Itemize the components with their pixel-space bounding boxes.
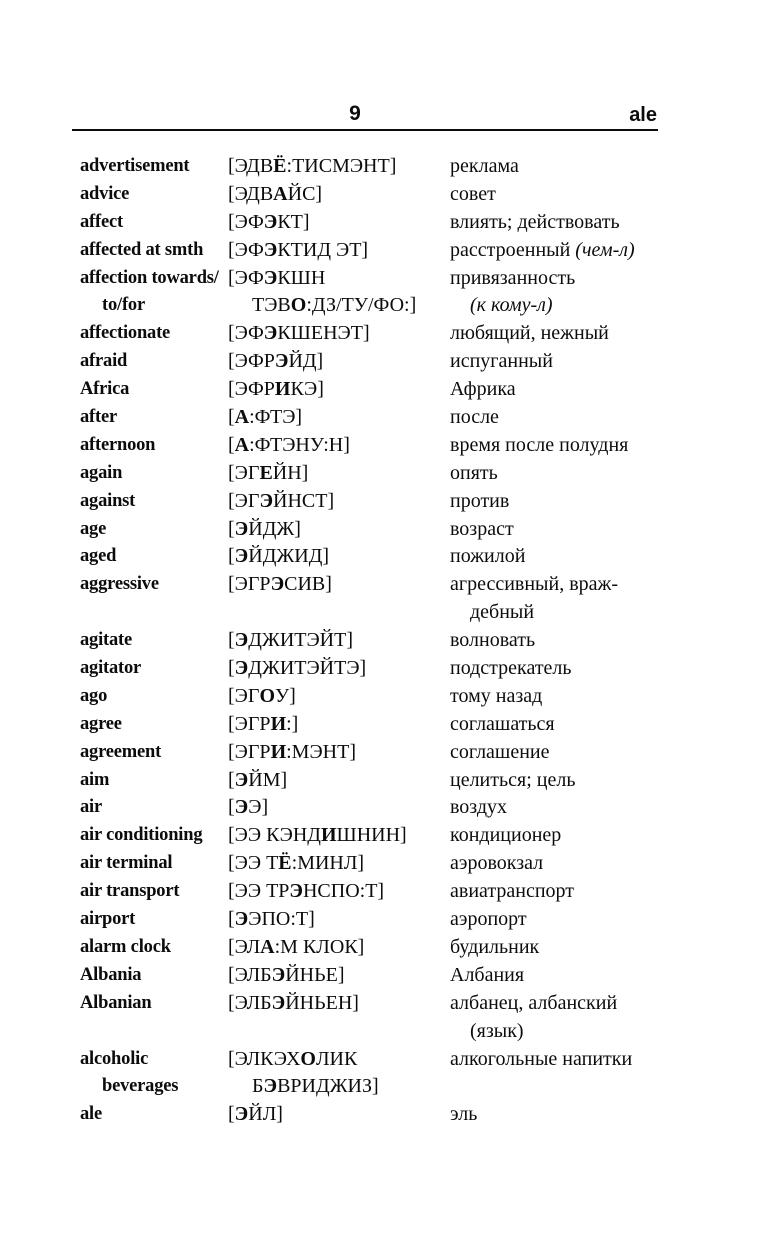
stressed-letter: Э [234, 768, 249, 791]
stressed-letter: И [270, 740, 287, 763]
text-segment: СИВ] [284, 573, 332, 596]
entry-transcription [228, 850, 450, 878]
entry-translation [450, 655, 660, 683]
text-segment: [ [228, 657, 235, 680]
entry-row [80, 265, 660, 293]
entry-transcription [228, 209, 450, 237]
text-segment: совет [450, 182, 496, 205]
stressed-letter: О [259, 684, 275, 707]
text-segment: [ЭЛБ [228, 991, 272, 1014]
entry-translation [450, 516, 660, 544]
text-segment: [ЭЛКЭХ [228, 1047, 301, 1070]
entry-word [80, 1018, 228, 1046]
entry-row [80, 683, 660, 711]
text-segment: :ТИСМЭНТ] [286, 155, 397, 177]
stressed-letter: Э [234, 545, 249, 568]
text-segment: ЙН] [272, 461, 309, 484]
entry-word: affected at smth [80, 239, 204, 260]
text-segment: [ЭФР [228, 378, 275, 401]
entry-row [80, 488, 660, 516]
entry-transcription [228, 711, 450, 739]
text-segment: [ЭФ [228, 210, 264, 233]
entry-transcription [228, 571, 450, 599]
entry-row [80, 376, 660, 404]
entry-transcription [228, 376, 450, 404]
entry-word: afternoon [80, 434, 156, 455]
stressed-letter: А [273, 182, 288, 205]
text-segment: ТЭВ [252, 294, 291, 317]
entry-transcription [228, 655, 450, 683]
text-segment: опять [450, 461, 498, 484]
text-segment: испуганный [450, 350, 553, 373]
entry-row [80, 516, 660, 544]
text-segment: [ [228, 406, 235, 429]
stressed-letter: Э [271, 963, 286, 986]
entry-transcription [228, 739, 450, 767]
entry-row [80, 794, 660, 822]
stressed-letter: И [320, 824, 337, 847]
text-segment: любящий, нежный [450, 322, 609, 345]
text-segment: соглашаться [450, 712, 555, 735]
stressed-letter: Ё [273, 155, 287, 177]
stressed-letter: Э [263, 238, 278, 261]
text-segment: КТ] [277, 210, 310, 233]
text-segment: КЭ] [290, 378, 324, 401]
text-segment: после [450, 406, 499, 429]
entry-row [80, 571, 660, 599]
entry-word: advice [80, 183, 130, 204]
text-segment: Албания [450, 963, 525, 986]
text-segment: ЙС] [287, 182, 323, 205]
stressed-letter: О [300, 1047, 316, 1070]
stressed-letter: Э [289, 880, 303, 903]
entry-transcription [228, 1101, 450, 1129]
stressed-letter: Э [263, 322, 278, 345]
text-segment: [ЭЭ Т [228, 852, 279, 875]
text-segment: агрессивный, враж- [450, 573, 618, 596]
text-segment: привязанность [450, 266, 576, 289]
stressed-letter: А [234, 433, 250, 456]
entry-transcription [228, 153, 450, 181]
stressed-letter: Е [259, 461, 273, 484]
entry-transcription [228, 962, 450, 990]
entry-transcription [228, 181, 450, 209]
text-segment: [ЭДВ [228, 182, 274, 205]
text-segment: возраст [450, 517, 514, 540]
entry-translation [450, 571, 660, 599]
entry-transcription [228, 265, 450, 293]
text-segment: ЛИК [315, 1047, 358, 1070]
text-segment: НСПО:Т] [302, 880, 385, 903]
text-segment: [ [228, 433, 235, 456]
entry-row [80, 320, 660, 348]
entry-word: affect [80, 211, 123, 232]
text-segment: ЙДЖ] [248, 517, 301, 540]
entry-translation [450, 711, 660, 739]
entry-translation [450, 376, 660, 404]
stressed-letter: Э [234, 629, 249, 652]
text-segment: [ [228, 629, 235, 652]
text-segment: [ЭЭ КЭНД [228, 824, 321, 847]
header-rule [72, 129, 658, 131]
text-segment: (язык) [470, 1019, 524, 1042]
entry-transcription [228, 990, 450, 1018]
stressed-letter: О [290, 294, 307, 317]
stressed-letter: И [270, 712, 287, 735]
entry-word [80, 599, 228, 627]
stressed-letter: А [234, 406, 250, 429]
text-segment: [ЭГ [228, 684, 260, 707]
entry-row [80, 599, 660, 627]
text-segment: [ЭЛБ [228, 963, 272, 986]
stressed-letter: А [260, 935, 275, 958]
text-segment: :М КЛОК] [274, 935, 365, 958]
entry-word: air transport [80, 881, 180, 902]
entry-row [80, 292, 660, 320]
entry-word: against [80, 490, 136, 511]
text-segment: ЙМ] [248, 768, 288, 791]
text-segment: [ЭГ [228, 489, 260, 512]
text-segment: :] [286, 712, 299, 735]
entry-transcription [228, 878, 450, 906]
text-segment: ЙДЖИД] [248, 545, 330, 568]
entry-transcription [228, 516, 450, 544]
entry-transcription [228, 432, 450, 460]
entry-translation [450, 767, 660, 795]
entry-row [80, 711, 660, 739]
text-segment: :ДЗ/ТУ/ФО:] [306, 294, 417, 317]
text-segment: [ [228, 545, 235, 568]
text-segment: [ЭГР [228, 573, 271, 596]
text-segment: [ЭФ [228, 238, 264, 261]
text-segment: У] [275, 684, 296, 707]
entry-transcription [228, 488, 450, 516]
entry-translation [450, 683, 660, 711]
text-segment: [ЭЭ ТР [228, 880, 290, 903]
entry-transcription [228, 627, 450, 655]
stressed-letter: Э [271, 991, 286, 1014]
entry-translation [450, 460, 660, 488]
entry-row [80, 1073, 660, 1101]
text-segment: ЙНСТ] [273, 489, 335, 512]
text-segment: дебный [470, 601, 535, 624]
entry-word: Albania [80, 964, 142, 985]
text-segment: ДЖИТЭЙТЭ] [248, 657, 367, 680]
entry-translation [450, 599, 660, 627]
text-segment: аэропорт [450, 908, 527, 931]
entry-row [80, 1101, 660, 1129]
entry-row [80, 627, 660, 655]
text-segment: [ [228, 796, 235, 819]
entry-word: afraid [80, 351, 128, 372]
entry-row [80, 822, 660, 850]
entry-row [80, 237, 660, 265]
entry-word: affection towards/ [80, 267, 219, 288]
entry-transcription [228, 460, 450, 488]
entry-word: alarm clock [80, 936, 171, 957]
stressed-letter: Ё [278, 852, 292, 875]
text-segment: [ЭГР [228, 740, 271, 763]
entry-row [80, 906, 660, 934]
text-segment: КТИД ЭТ] [277, 238, 369, 261]
entry-translation [450, 292, 660, 320]
stressed-letter: Э [274, 350, 289, 373]
entry-translation [450, 153, 660, 181]
text-segment: будильник [450, 935, 540, 958]
entry-transcription [228, 683, 450, 711]
text-segment: [ [228, 517, 235, 540]
text-segment: аэровокзал [450, 852, 544, 875]
entry-row [80, 348, 660, 376]
text-segment: албанец, албанский [450, 991, 618, 1014]
text-segment: ЭПО:Т] [248, 908, 315, 931]
entry-translation [450, 209, 660, 237]
stressed-letter: Э [263, 210, 278, 233]
entry-row [80, 878, 660, 906]
entry-row [80, 543, 660, 571]
entry-row [80, 153, 660, 181]
entry-translation [450, 850, 660, 878]
text-segment: [ЭФ [228, 322, 264, 345]
text-segment: авиатранспорт [450, 880, 575, 903]
entry-transcription [228, 794, 450, 822]
text-segment: целиться; цель [450, 768, 576, 791]
entry-transcription [228, 1018, 450, 1046]
text-segment: :МИНЛ] [291, 852, 365, 875]
text-segment: влиять; действовать [450, 210, 620, 233]
stressed-letter: Э [234, 908, 249, 931]
entry-row [80, 209, 660, 237]
entry-translation [450, 265, 660, 293]
entry-row [80, 934, 660, 962]
entry-transcription [228, 543, 450, 571]
text-segment: [ЭФ [228, 266, 264, 289]
text-segment: [ЭФР [228, 350, 275, 373]
entry-word: after [80, 407, 117, 428]
entry-row [80, 1046, 660, 1074]
entry-transcription [228, 348, 450, 376]
entry-translation [450, 348, 660, 376]
text-segment: время после полудня [450, 433, 629, 456]
entry-transcription [228, 599, 450, 627]
stressed-letter: Э [234, 657, 249, 680]
text-segment: ЙНЬЕН] [285, 991, 359, 1014]
text-segment: реклама [450, 155, 519, 177]
stressed-letter: Э [270, 573, 285, 596]
entry-row [80, 739, 660, 767]
entry-word: air conditioning [80, 825, 203, 846]
entry-translation [450, 794, 660, 822]
text-segment: :ФТЭ] [249, 406, 303, 429]
entry-row [80, 655, 660, 683]
entry-row [80, 432, 660, 460]
text-segment: [ЭЛ [228, 935, 261, 958]
entry-word: agreement [80, 741, 162, 762]
text-segment: ЙНЬЕ] [285, 963, 345, 986]
entry-translation [450, 237, 660, 265]
entry-word: age [80, 518, 107, 539]
stressed-letter: Э [234, 1103, 249, 1126]
entry-row [80, 460, 660, 488]
text-segment: расстроенный [450, 238, 576, 261]
entry-word: air terminal [80, 853, 173, 874]
entry-translation [450, 432, 660, 460]
entry-translation [450, 1073, 660, 1101]
text-segment: [ [228, 908, 235, 931]
italic-note: (к кому-л) [470, 294, 553, 317]
text-segment: ЙЛ] [248, 1103, 283, 1126]
text-segment: [ [228, 1103, 235, 1126]
stressed-letter: Э [234, 517, 249, 540]
entry-row [80, 962, 660, 990]
entry-word: agitate [80, 630, 133, 651]
italic-note: (чем-л) [575, 238, 635, 261]
entry-word: Albanian [80, 992, 152, 1013]
entry-row [80, 850, 660, 878]
text-segment: КШН [277, 266, 326, 289]
entry-translation [450, 962, 660, 990]
stressed-letter: Э [234, 796, 249, 819]
text-segment: [ЭГР [228, 712, 271, 735]
text-segment: :ФТЭНУ:Н] [249, 433, 350, 456]
entry-row [80, 181, 660, 209]
text-segment: Африка [450, 378, 516, 401]
entry-word: airport [80, 909, 136, 930]
text-segment: Б [252, 1075, 264, 1098]
stressed-letter: Э [259, 489, 274, 512]
entry-translation [450, 1018, 660, 1046]
text-segment: воздух [450, 796, 508, 819]
text-segment: пожилой [450, 545, 526, 568]
text-segment: КШЕНЭТ] [277, 322, 370, 345]
entry-translation [450, 934, 660, 962]
entry-translation [450, 906, 660, 934]
text-segment: ШНИН] [336, 824, 407, 847]
entry-translation [450, 181, 660, 209]
text-segment: [ЭГ [228, 461, 260, 484]
text-segment: алкогольные напитки [450, 1047, 633, 1070]
entry-transcription [228, 320, 450, 348]
entry-word: advertisement [80, 156, 190, 176]
entry-word: affectionate [80, 323, 171, 344]
text-segment: против [450, 489, 510, 512]
entry-word: air [80, 797, 103, 818]
entry-translation [450, 404, 660, 432]
entry-translation [450, 627, 660, 655]
text-segment: эль [450, 1103, 478, 1126]
entries-list [80, 153, 660, 1129]
entry-transcription [228, 822, 450, 850]
text-segment: тому назад [450, 684, 543, 707]
entry-transcription [228, 237, 450, 265]
text-segment: [ЭДВ [228, 155, 274, 177]
entry-transcription [228, 404, 450, 432]
entry-word: again [80, 462, 123, 483]
entry-row [80, 990, 660, 1018]
entry-translation [450, 990, 660, 1018]
text-segment: Э] [248, 796, 269, 819]
entry-transcription [228, 934, 450, 962]
entry-translation [450, 543, 660, 571]
text-segment: соглашение [450, 740, 550, 763]
stressed-letter: Э [263, 1075, 278, 1098]
text-segment: подстрекатель [450, 657, 572, 680]
entry-transcription [228, 1046, 450, 1074]
entry-transcription [228, 1073, 450, 1101]
text-segment: :МЭНТ] [286, 740, 356, 763]
entry-word: to/for [102, 295, 145, 316]
entry-translation [450, 488, 660, 516]
text-segment: ЙД] [288, 350, 324, 373]
page-number: 9 [349, 102, 361, 125]
entry-word: aged [80, 546, 117, 567]
entry-row [80, 404, 660, 432]
entry-word: agree [80, 713, 122, 734]
text-segment: кондиционер [450, 824, 562, 847]
entry-word: aggressive [80, 574, 159, 595]
entry-word: beverages [102, 1076, 179, 1097]
entry-translation [450, 1046, 660, 1074]
entry-translation [450, 822, 660, 850]
entry-transcription [228, 906, 450, 934]
guide-word: ale [629, 104, 657, 126]
entry-word: aim [80, 769, 110, 790]
entry-word: Africa [80, 379, 130, 400]
text-segment: волновать [450, 629, 536, 652]
stressed-letter: И [274, 378, 291, 401]
entry-transcription [228, 767, 450, 795]
entry-row [80, 767, 660, 795]
entry-word: ale [80, 1104, 103, 1125]
text-segment: ДЖИТЭЙТ] [248, 629, 353, 652]
text-segment: [ [228, 768, 235, 791]
entry-translation [450, 878, 660, 906]
entry-word: alcoholic [80, 1048, 149, 1069]
entry-row [80, 1018, 660, 1046]
entry-translation [450, 1101, 660, 1129]
entry-transcription [228, 292, 450, 320]
entry-word: ago [80, 685, 108, 706]
entry-word: agitator [80, 658, 142, 679]
entry-translation [450, 320, 660, 348]
text-segment: ВРИДЖИЗ] [277, 1075, 379, 1098]
entry-translation [450, 739, 660, 767]
stressed-letter: Э [263, 266, 278, 289]
